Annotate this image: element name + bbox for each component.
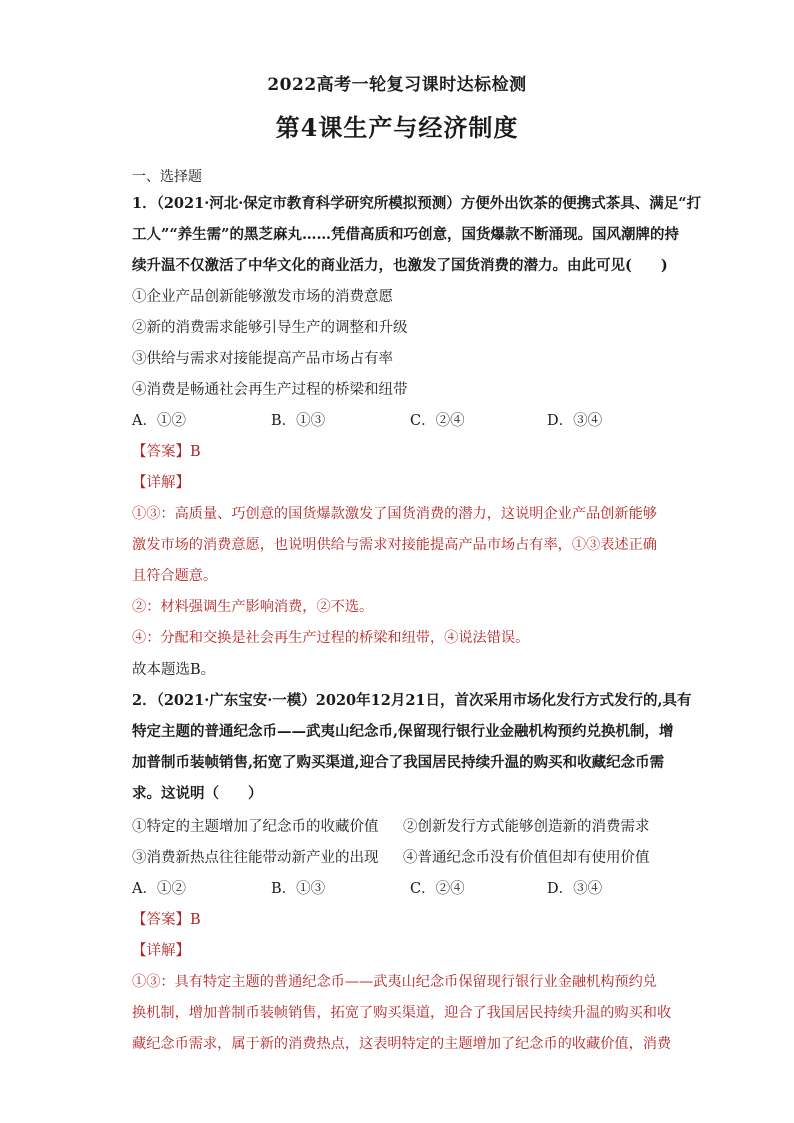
q2-option-b: B．①③ [271,881,326,897]
q1-option-b: B．①③ [271,413,326,429]
q2-item: ①特定的主题增加了纪念币的收藏价值 [132,819,379,835]
q2-explanation-line: 换机制，增加普制币装帧销售，拓宽了购买渠道，迎合了我国居民持续升温的购买和收 [132,1005,672,1021]
q1-explanation-line: ①③：高质量、巧创意的国货爆款激发了国货消费的潜力，这说明企业产品创新能够 [132,506,657,522]
page-title: 2022高考一轮复习课时达标检测 [267,75,527,95]
q2-explanation-line: ①③：具有特定主题的普通纪念币——武夷山纪念币保留现行银行业金融机构预约兑 [132,974,657,990]
q2-answer: 【答案】B [132,912,201,928]
q2-stem-line: 加普制币装帧销售,拓宽了购买渠道,迎合了我国居民持续升温的购买和收藏纪念币需 [132,754,665,771]
q2-explanation-line: 藏纪念币需求，属于新的消费热点，这表明特定的主题增加了纪念币的收藏价值，消费 [132,1036,672,1052]
q2-item: ②创新发行方式能够创造新的消费需求 [403,819,650,835]
q2-option-d: D．③④ [547,881,603,897]
q1-item: ④消费是畅通社会再生产过程的桥梁和纽带 [132,382,408,398]
q1-item: ②新的消费需求能够引导生产的调整和升级 [132,320,408,336]
q2-stem-line: 2．（2021·广东宝安·一模）2020年12月21日，首次采用市场化发行方式发行的,具有 [132,692,692,709]
q2-stem-line: 求。这说明（ ） [132,785,263,802]
q2-item: ③消费新热点往往能带动新产业的出现 [132,850,379,866]
q2-detail-label: 【详解】 [132,943,190,959]
q1-detail-label: 【详解】 [132,475,190,491]
q2-item: ④普通纪念币没有价值但却有使用价值 [403,850,650,866]
q1-stem-line: 续升温不仅激活了中华文化的商业活力，也激发了国货消费的潜力。由此可见( ) [132,257,668,274]
q1-explanation-line: 激发市场的消费意愿，也说明供给与需求对接能提高产品市场占有率，①③表述正确 [132,537,657,553]
q1-stem-line: 工人”“养生需”的黑芝麻丸……凭借高质和巧创意，国货爆款不断涌现。国风潮牌的持 [132,226,680,243]
q1-option-d: D．③④ [547,413,603,429]
q1-item: ①企业产品创新能够激发市场的消费意愿 [132,289,393,305]
q1-explanation-line: ②：材料强调生产影响消费，②不选。 [132,599,374,615]
q1-answer: 【答案】B [132,444,201,460]
q1-explanation-line: 且符合题意。 [132,568,218,584]
q2-stem-line: 特定主题的普通纪念币——武夷山纪念币,保留现行银行业金融机构预约兑换机制，增 [132,723,674,740]
lesson-title: 第4课生产与经济制度 [275,113,519,142]
q1-item: ③供给与需求对接能提高产品市场占有率 [132,351,393,367]
q1-option-a: A．①② [132,413,186,429]
q2-option-c: C．②④ [410,881,465,897]
q1-option-c: C．②④ [410,413,465,429]
q1-conclusion: 故本题选B。 [132,662,216,678]
q1-explanation-line: ④：分配和交换是社会再生产过程的桥梁和纽带，④说法错误。 [132,630,530,646]
section-heading: 一、选择题 [132,169,202,185]
q2-option-a: A．①② [132,881,186,897]
q1-stem-line: 1．（2021·河北·保定市教育科学研究所模拟预测）方便外出饮茶的便携式茶具、满足“打 [132,195,702,212]
